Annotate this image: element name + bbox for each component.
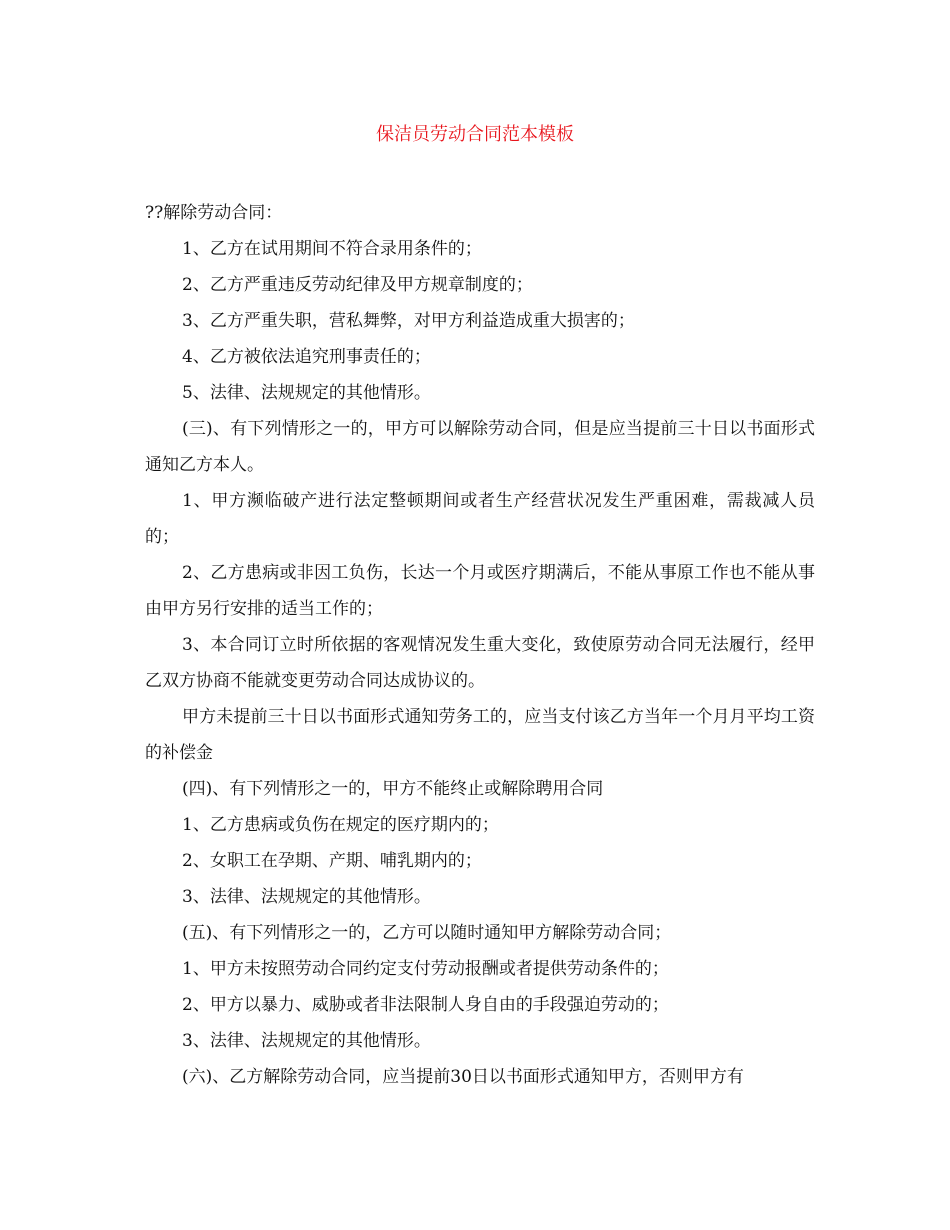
clause-item: 4、乙方被依法追究刑事责任的； (182, 347, 431, 367)
clause-item: 2、乙方严重违反劳动纪律及甲方规章制度的； (182, 275, 533, 295)
clause-item: 3、法律、法规规定的其他情形。 (182, 1031, 431, 1051)
body-paragraph: 甲方未提前三十日以书面形式通知劳务工的，应当支付该乙方当年一个月月平均工资的补偿金 (145, 707, 815, 763)
clause-item: 1、乙方患病或负伤在规定的医疗期内的； (182, 815, 499, 835)
document-title: 保洁员劳动合同范本模板 (376, 124, 574, 145)
clause-item: 2、女职工在孕期、产期、哺乳期内的； (182, 851, 482, 871)
document-body (145, 195, 815, 1095)
clause-item: 1、甲方濒临破产进行法定整顿期间或者生产经营状况发生严重困难，需裁减人员的； (145, 491, 815, 547)
section-paragraph: (四)、有下列情形之一的，甲方不能终止或解除聘用合同 (182, 779, 604, 799)
section-paragraph: (六)、乙方解除劳动合同，应当提前30日以书面形式通知甲方，否则甲方有 (182, 1067, 744, 1087)
clause-item: 1、乙方在试用期间不符合录用条件的； (182, 239, 482, 259)
clause-item: 5、法律、法规规定的其他情形。 (182, 383, 431, 403)
clause-item: 3、乙方严重失职，营私舞弊，对甲方利益造成重大损害的； (182, 311, 635, 331)
clause-item: 2、甲方以暴力、威胁或者非法限制人身自由的手段强迫劳动的； (182, 995, 669, 1015)
clause-item: 3、本合同订立时所依据的客观情况发生重大变化，致使原劳动合同无法履行，经甲乙双方协商不能就变更劳动合同达成协议的。 (145, 635, 815, 691)
section-heading: ??解除劳动合同： (145, 203, 283, 223)
section-paragraph: (五)、有下列情形之一的，乙方可以随时通知甲方解除劳动合同； (182, 923, 672, 943)
section-paragraph: (三)、有下列情形之一的，甲方可以解除劳动合同，但是应当提前三十日以书面形式通知乙方本人。 (145, 419, 815, 475)
clause-item: 3、法律、法规规定的其他情形。 (182, 887, 431, 907)
clause-item: 2、乙方患病或非因工负伤，长达一个月或医疗期满后，不能从事原工作也不能从事由甲方另行安排的适当工作的； (145, 563, 815, 619)
clause-item: 1、甲方未按照劳动合同约定支付劳动报酬或者提供劳动条件的； (182, 959, 669, 979)
